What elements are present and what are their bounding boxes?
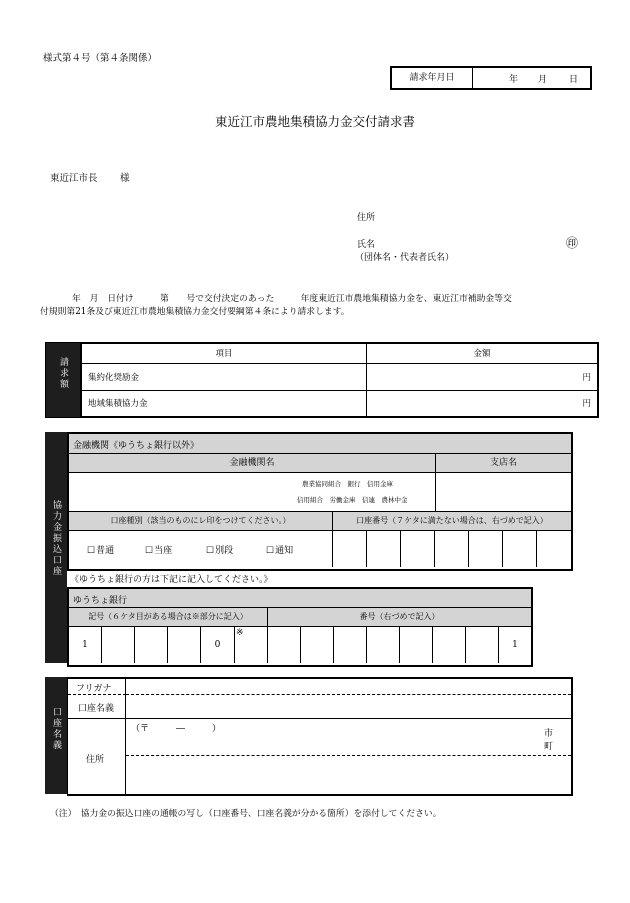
- yucho-number-header: 番号（右づめで記入）: [268, 608, 531, 627]
- yucho-number-cell[interactable]: [334, 627, 367, 663]
- claim-side-label-box: [45, 342, 82, 418]
- seal-mark: ㊞: [566, 236, 579, 250]
- yucho-symbol-cell[interactable]: [235, 627, 268, 663]
- holder-side-label-box: [45, 677, 67, 794]
- furigana-field[interactable]: [126, 679, 571, 695]
- holder-address-field-2[interactable]: [126, 756, 571, 792]
- address-label: 住所: [357, 213, 376, 223]
- yucho-number-cell[interactable]: [499, 627, 531, 663]
- holder-name-label-cell: [68, 695, 126, 719]
- request-date-month[interactable]: 月: [538, 75, 548, 85]
- branch-header: 支店名: [436, 454, 571, 473]
- yucho-symbol-fifth: 0: [214, 640, 221, 650]
- request-date-label: 請求年月日: [392, 68, 473, 88]
- form-number: 様式第４号（第４条関係）: [43, 53, 158, 64]
- checkbox-tsuchi[interactable]: ☐ 通知: [266, 543, 293, 556]
- yucho-note: 《ゆうちょ銀行の方は下記に記入してください。》: [70, 575, 273, 585]
- yucho-number-cell[interactable]: [301, 627, 334, 663]
- table-row: [81, 390, 598, 417]
- postal-code: （〒 ― ）: [131, 724, 222, 734]
- yucho-header: [69, 589, 531, 608]
- holder-address-field[interactable]: [126, 719, 571, 756]
- yucho-symbol-cell[interactable]: [168, 627, 201, 663]
- institution-name-field[interactable]: [69, 473, 436, 512]
- yucho-symbol-first: 1: [82, 640, 88, 650]
- town-label: 町: [544, 742, 554, 752]
- account-digit-cell[interactable]: [435, 531, 469, 567]
- account-digit-cell[interactable]: [537, 531, 571, 567]
- yucho-symbol-cell[interactable]: [135, 627, 168, 663]
- request-date-year[interactable]: 年: [509, 75, 519, 85]
- claim-item-1: 集約化奨励金: [81, 363, 367, 390]
- request-date-day[interactable]: 日: [569, 75, 579, 85]
- holder-address-label-cell: [68, 719, 126, 794]
- body-text-line1: 年 月 日付け 第 号で交付決定のあった 年度東近江市農地集積協力金を、東近江市補助金等交: [72, 294, 512, 304]
- yucho-number-cell[interactable]: [466, 627, 499, 663]
- yucho-label: ゆうちょ銀行: [73, 596, 128, 606]
- furigana-label: フリガナ: [76, 684, 112, 694]
- yucho-number-cell[interactable]: [433, 627, 466, 663]
- honorific: 様: [120, 173, 130, 184]
- yucho-number-cell[interactable]: [367, 627, 400, 663]
- table-row: [81, 363, 598, 390]
- branch-name-field[interactable]: [436, 473, 571, 512]
- body-text-line2: 付規則第21条及び東近江市農地集積協力金交付要綱第４条により請求します。: [40, 307, 350, 317]
- yen-unit: 円: [582, 372, 591, 383]
- holder-side-label: 口座名義: [51, 707, 61, 751]
- bank-side-label: 協力金振込口座: [51, 500, 61, 577]
- yucho-symbol-cell[interactable]: [102, 627, 135, 663]
- account-number-cells: [333, 531, 571, 567]
- footer-note: （注） 協力金の振込口座の通帳の写し（口座番号、口座名義が分かる箇所）を添付してください。: [50, 809, 442, 819]
- institution-header: 金融機関名: [69, 454, 436, 473]
- account-type-header: 口座種別（該当のものにレ印をつけてください。）: [69, 512, 333, 531]
- bank-box: [67, 432, 573, 571]
- claim-item-2: 地域集積協力金: [81, 390, 367, 417]
- bank-section-label: 金融機関《ゆうちょ銀行以外》: [73, 441, 200, 451]
- account-number-header: 口座番号（７ケタに満たない場合は、右づめで記入）: [333, 512, 571, 531]
- claim-side-label: 請求額: [58, 357, 68, 390]
- account-digit-cell[interactable]: [367, 531, 401, 567]
- account-digit-cell[interactable]: [503, 531, 537, 567]
- claim-table: [80, 342, 599, 418]
- holder-name-label: 口座名義: [78, 704, 115, 714]
- institution-types-line2: 信用組合 労働金庫 信連 農林中金: [297, 496, 408, 504]
- yucho-number-cell[interactable]: [400, 627, 433, 663]
- furigana-label-cell: [68, 679, 126, 695]
- holder-name-field[interactable]: [126, 695, 571, 719]
- yucho-symbol-cell[interactable]: [69, 627, 102, 663]
- yen-unit: 円: [582, 399, 591, 410]
- city-label: 市: [544, 729, 554, 739]
- yucho-number-last: 1: [512, 640, 518, 650]
- page-title: 東近江市農地集積協力金交付請求書: [214, 114, 415, 129]
- account-type-options: [69, 531, 333, 567]
- bank-side-label-box: [45, 432, 67, 663]
- claim-col-amount: 金額: [367, 343, 599, 363]
- claim-col-item: 項目: [81, 343, 367, 363]
- checkbox-betsudan[interactable]: ☐ 別段: [206, 543, 233, 556]
- holder-address-label: 住所: [86, 755, 105, 765]
- yucho-number-cell[interactable]: [268, 627, 301, 663]
- bank-section-header: [69, 434, 571, 454]
- checkbox-toza[interactable]: ☐ 当座: [145, 543, 172, 556]
- institution-types-line1: 農業協同組合 銀行 信用金庫: [302, 480, 393, 488]
- claim-amount-1[interactable]: [367, 363, 599, 390]
- yucho-box: [67, 587, 533, 667]
- account-digit-cell[interactable]: [469, 531, 503, 567]
- checkbox-futsu[interactable]: ☐ 普通: [87, 543, 114, 556]
- yucho-symbol-mark: ※: [236, 628, 244, 638]
- yucho-symbol-cell[interactable]: [201, 627, 235, 663]
- addressee: 東近江市長: [50, 173, 98, 184]
- holder-box: [67, 677, 573, 796]
- name-note: （団体名・代表者氏名）: [355, 253, 455, 263]
- account-digit-cell[interactable]: [401, 531, 435, 567]
- request-date-box: [390, 66, 592, 90]
- account-digit-cell[interactable]: [333, 531, 367, 567]
- yucho-symbol-header: 記号（６ケタ目がある場合は※部分に記入）: [69, 608, 268, 627]
- claim-amount-2[interactable]: [367, 390, 599, 417]
- name-label: 氏名: [357, 240, 376, 250]
